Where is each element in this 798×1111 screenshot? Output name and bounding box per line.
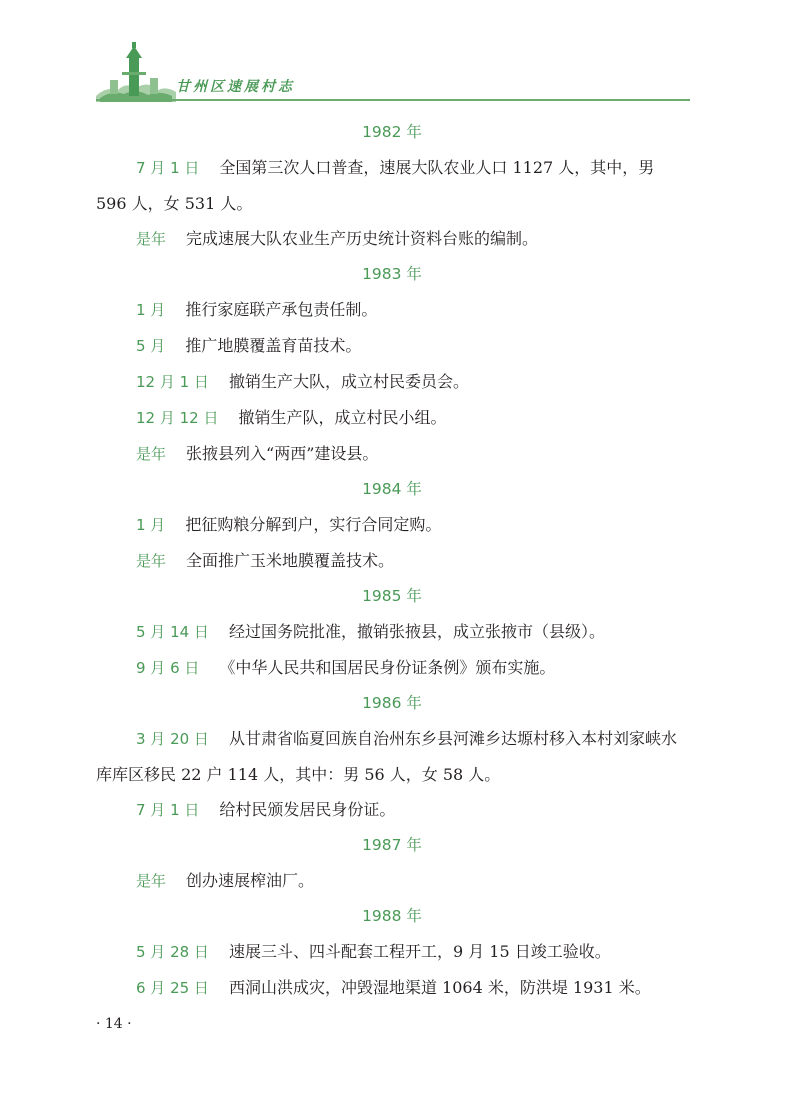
entry-date: 12 月 12 日 [136,409,219,427]
entry-date: 5 月 [136,337,166,355]
entry-text: 西洞山洪成灾，冲毁湿地渠道 1064 米，防洪堤 1931 米。 [228,978,651,997]
entry-date: 9 月 6 日 [136,659,200,677]
year-heading: 1987 年 [362,836,422,854]
tower-logo-icon [96,40,176,102]
chronicle-entry [96,863,688,899]
chronicle-entry [96,221,688,257]
entry-text: 推行家庭联产承包责任制。 [185,300,378,319]
header-rule [96,99,690,101]
entry-date: 12 月 1 日 [136,373,209,391]
entry-date: 是年 [136,552,167,570]
chronicle-entry [96,364,688,400]
entry-text: 经过国务院批准，撤销张掖县，成立张掖市（县级）。 [228,622,605,641]
entry-date: 6 月 25 日 [136,979,209,997]
chronicle-entry [96,543,688,579]
year-heading: 1984 年 [362,480,422,498]
chronicle-entry [96,650,688,686]
chronicle-entry [96,150,688,221]
entry-date: 是年 [136,445,167,463]
entry-date: 是年 [136,872,167,890]
year-heading: 1983 年 [362,265,422,283]
entry-text: 从甘肃省临夏回族自治州东乡县河滩乡达塬村移入本村刘家峡水库库区移民 22 户 114 人，其中：男 56 人，女 58 人。 [96,729,677,784]
entry-text: 撤销生产大队，成立村民委员会。 [228,372,469,391]
chronicle-entry [96,436,688,472]
chronicle-body [96,115,688,1006]
chronicle-entry [96,507,688,543]
chronicle-entry [96,328,688,364]
entry-date: 5 月 28 日 [136,943,209,961]
chronicle-entry [96,721,688,792]
entry-text: 速展三斗、四斗配套工程开工，9 月 15 日竣工验收。 [228,942,611,961]
entry-text: 把征购粮分解到户，实行合同定购。 [185,515,442,534]
entry-date: 1 月 [136,516,166,534]
entry-text: 创办速展榨油厂。 [186,871,315,890]
entry-text: 推广地膜覆盖育苗技术。 [185,336,362,355]
chronicle-entry [96,792,688,828]
page-header [96,40,690,104]
entry-date: 5 月 14 日 [136,623,209,641]
page-number: · 14 · [96,1016,132,1032]
entry-text: 撤销生产队，成立村民小组。 [238,408,447,427]
chronicle-entry [96,400,688,436]
year-heading: 1982 年 [362,123,422,141]
year-heading: 1985 年 [362,587,422,605]
entry-text: 全国第三次人口普查，速展大队农业人口 1127 人，其中，男 596 人，女 531 人。 [96,158,655,213]
entry-date: 7 月 1 日 [136,159,200,177]
entry-date: 1 月 [136,301,166,319]
book-title: 甘州区速展村志 [176,79,295,95]
entry-text: 张掖县列入“两西”建设县。 [186,444,379,463]
entry-text: 《中华人民共和国居民身份证条例》颁布实施。 [219,658,556,677]
year-heading: 1988 年 [362,907,422,925]
chronicle-entry [96,292,688,328]
entry-text: 给村民颁发居民身份证。 [219,800,396,819]
chronicle-entry [96,934,688,970]
year-heading: 1986 年 [362,694,422,712]
entry-date: 是年 [136,230,167,248]
entry-text: 完成速展大队农业生产历史统计资料台账的编制。 [186,229,539,248]
chronicle-entry [96,970,688,1006]
entry-date: 3 月 20 日 [136,730,209,748]
chronicle-entry [96,614,688,650]
entry-date: 7 月 1 日 [136,801,200,819]
entry-text: 全面推广玉米地膜覆盖技术。 [186,551,395,570]
